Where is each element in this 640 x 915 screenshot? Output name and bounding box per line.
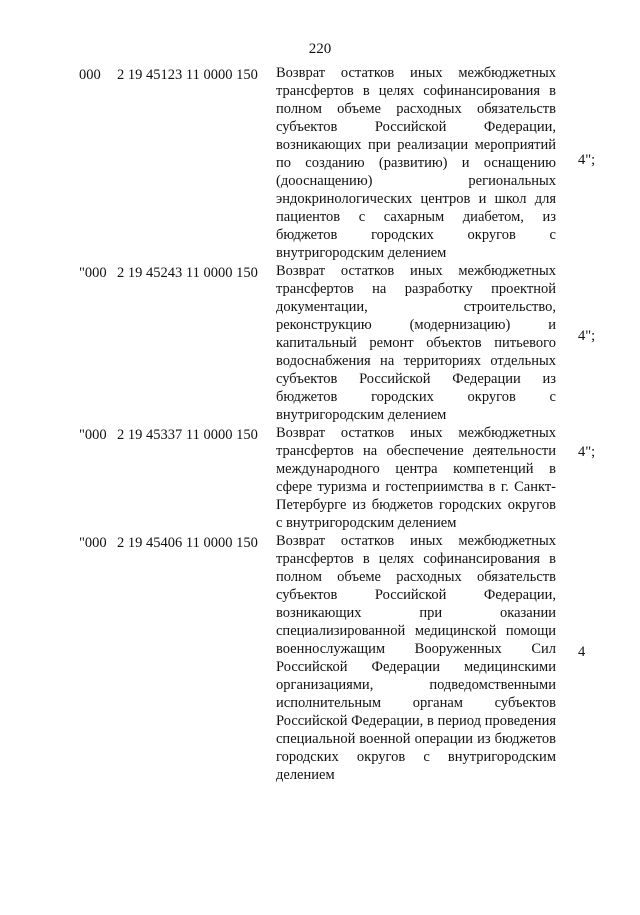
table-row [0, 424, 640, 532]
admin-code: "000 [79, 265, 107, 281]
row-description: Возврат остатков иных межбюджетных трансфертов в целях софинансирования в полном объеме расходных обязательств субъектов Российской Федерации, возникающих при реализации мероприятий по созданию (развитию) и оснащению (дооснащению) региональных эндокринологических центров и школ для пациентов с сахарным диабетом, из бюджетов городских округов с внутригородским делением [276, 65, 556, 261]
admin-code: "000 [79, 535, 107, 551]
row-description: Возврат остатков иных межбюджетных трансфертов в целях софинансирования в полном объеме расходных обязательств субъектов Российской Федерации, возникающих при оказании специализированной медицинской помощи военнослужащим Вооруженных Сил Российской Федерации медицинскими организациями, подведомственными исполнительным органам субъектов Российской Федерации, в период проведения специальной военной операции из бюджетов городских округов с внутригородским делением [276, 533, 556, 783]
admin-code: 000 [79, 67, 101, 83]
row-amount: 4"; [578, 152, 596, 168]
budget-classification-code: 2 19 45337 11 0000 150 [117, 427, 258, 443]
row-description: Возврат остатков иных межбюджетных трансфертов на разработку проектной документации, строительство, реконструкцию (модернизацию) и капитальный ремонт объектов питьевого водоснабжения на территориях отдельных субъектов Российской Федерации из бюджетов городских округов с внутригородским делением [276, 263, 556, 423]
budget-classification-code: 2 19 45406 11 0000 150 [117, 535, 258, 551]
row-amount: 4"; [578, 328, 596, 344]
admin-code: "000 [79, 427, 107, 443]
page-number: 220 [308, 41, 332, 57]
row-amount: 4 [578, 644, 586, 660]
budget-code-table [0, 64, 640, 784]
budget-classification-code: 2 19 45243 11 0000 150 [117, 265, 258, 281]
table-row [0, 532, 640, 784]
table-row [0, 262, 640, 424]
row-amount: 4"; [578, 444, 596, 460]
row-description: Возврат остатков иных межбюджетных трансфертов на обеспечение деятельности международного центра компетенций в сфере туризма и гостеприимства в г. Санкт-Петербурге из бюджетов городских округов с внутригородским делением [276, 425, 556, 531]
table-row [0, 64, 640, 262]
budget-classification-code: 2 19 45123 11 0000 150 [117, 67, 258, 83]
